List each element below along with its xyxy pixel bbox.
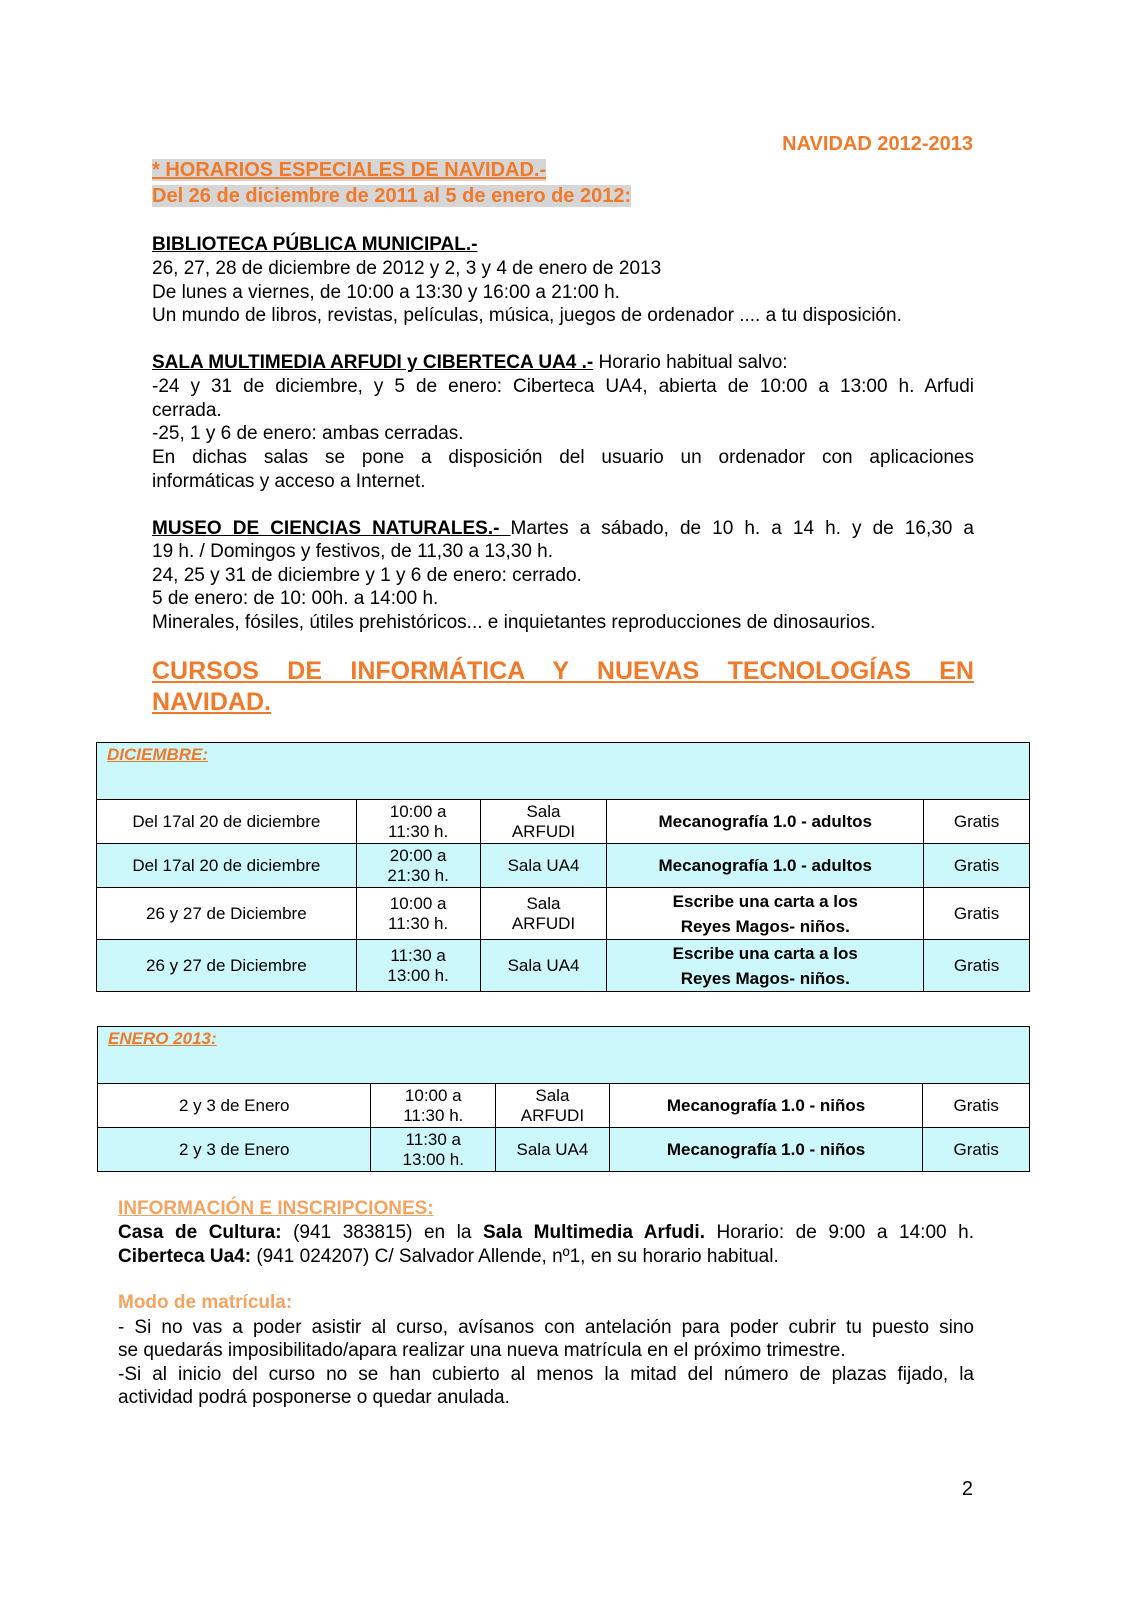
course-time xyxy=(371,1084,496,1128)
course-time-start: 10:00 a xyxy=(389,893,447,913)
special-hours-dates xyxy=(152,184,631,208)
course-room-line1: Sala xyxy=(535,1085,570,1105)
museo-line2: 19 h. / Domingos y festivos, de 11,30 a 13,30 h. xyxy=(152,541,554,562)
sala-title: SALA MULTIMEDIA ARFUDI y CIBERTECA UA4 .- xyxy=(152,352,594,373)
course-time-start: 11:30 a xyxy=(390,945,446,965)
course-name: Mecanografía 1.0 - niños xyxy=(609,1084,923,1128)
special-hours-heading-line2: Del 26 de diciembre de 2011 al 5 de enero de 2012: xyxy=(152,185,632,207)
sala-line1: -24 y 31 de diciembre, y 5 de enero: Ciberteca UA4, abierta de 10:00 a 13:00 h. Arfudi xyxy=(152,376,974,397)
sala-line2: cerrada. xyxy=(152,400,222,421)
sala-line5: informáticas y acceso a Internet. xyxy=(152,471,426,492)
table-row xyxy=(97,844,1030,888)
info-casa-text1: (941 383815) en la xyxy=(281,1222,484,1243)
museo-line3: 24, 25 y 31 de diciembre y 1 y 6 de enero: cerrado. xyxy=(152,565,582,586)
course-room-line1: Sala xyxy=(526,893,561,913)
course-time-start: 20:00 a xyxy=(389,845,447,865)
info-casa-line xyxy=(118,1221,974,1245)
course-room: Sala UA4 xyxy=(480,940,607,992)
museo-line1-suffix: Martes a sábado, de 10 h. a 14 h. y de 16,30 a xyxy=(510,518,974,539)
diciembre-caption: DICIEMBRE: xyxy=(97,743,1030,800)
course-name-line1: Escribe una carta a los xyxy=(672,891,858,911)
course-name: Mecanografía 1.0 - niños xyxy=(609,1128,923,1172)
biblioteca-line2: De lunes a viernes, de 10:00 a 13:30 y 16:00 a 21:00 h. xyxy=(152,282,620,303)
special-hours-heading-line1: * HORARIOS ESPECIALES DE NAVIDAD.- xyxy=(152,159,547,181)
course-price: Gratis xyxy=(923,1084,1030,1128)
enero-caption-row xyxy=(98,1027,1030,1084)
biblioteca-line1: 26, 27, 28 de diciembre de 2012 y 2, 3 y 4 de enero de 2013 xyxy=(152,258,662,279)
course-name-line2: Reyes Magos- niños. xyxy=(680,916,850,936)
course-time-start: 10:00 a xyxy=(389,801,447,821)
course-room-line1: Sala xyxy=(526,801,561,821)
table-row xyxy=(98,1084,1030,1128)
sala-title-suffix: Horario habitual salvo: xyxy=(593,352,788,373)
course-time-end: 21:30 h. xyxy=(387,865,449,885)
course-time xyxy=(356,940,480,992)
table-row xyxy=(97,800,1030,844)
matricula-heading: Modo de matrícula: xyxy=(118,1292,293,1313)
course-name-line2: Reyes Magos- niños. xyxy=(680,968,850,988)
museo-title: MUSEO DE CIENCIAS NATURALES.- xyxy=(152,518,511,539)
course-price: Gratis xyxy=(923,1128,1030,1172)
matricula-line2: se quedarás imposibilitado/apara realizar una nueva matrícula en el próximo trimestre. xyxy=(118,1340,846,1361)
info-casa-label: Casa de Cultura: xyxy=(118,1222,282,1243)
course-price: Gratis xyxy=(924,888,1030,940)
course-time-end: 13:00 h. xyxy=(387,965,449,985)
course-time-start: 10:00 a xyxy=(404,1085,462,1105)
course-room-line2: ARFUDI xyxy=(511,913,576,933)
diciembre-caption-row xyxy=(97,743,1030,800)
matricula-line3: -Si al inicio del curso no se han cubierto al menos la mitad del número de plazas fijado, la xyxy=(118,1364,974,1385)
page-number: 2 xyxy=(961,1478,973,1500)
matricula-line1: - Si no vas a poder asistir al curso, avísanos con antelación para poder cubrir tu puesto sino xyxy=(118,1317,974,1338)
course-price: Gratis xyxy=(924,844,1030,888)
table-row xyxy=(97,940,1030,992)
table-row xyxy=(97,888,1030,940)
sala-line3: -25, 1 y 6 de enero: ambas cerradas. xyxy=(152,423,464,444)
info-ciber-text: (941 024207) C/ Salvador Allende, nº1, en su horario habitual. xyxy=(251,1246,779,1267)
course-time-end: 11:30 h. xyxy=(388,913,449,933)
course-room xyxy=(480,888,607,940)
course-date: Del 17al 20 de diciembre xyxy=(97,800,357,844)
course-room xyxy=(480,800,607,844)
course-time xyxy=(356,844,480,888)
course-date: Del 17al 20 de diciembre xyxy=(97,844,357,888)
course-date: 26 y 27 de Diciembre xyxy=(97,888,357,940)
course-time xyxy=(356,800,480,844)
biblioteca-line3: Un mundo de libros, revistas, películas, música, juegos de ordenador .... a tu disposición. xyxy=(152,305,902,326)
info-casa-text2: Horario: de 9:00 a 14:00 h. xyxy=(704,1222,974,1243)
enero-caption: ENERO 2013: xyxy=(98,1027,1030,1084)
course-room: Sala UA4 xyxy=(496,1128,610,1172)
courses-heading-line2: NAVIDAD. xyxy=(152,688,271,716)
diciembre-table xyxy=(96,742,1030,992)
sala-title-line xyxy=(152,351,788,375)
course-date: 2 y 3 de Enero xyxy=(98,1084,371,1128)
course-date: 26 y 27 de Diciembre xyxy=(97,940,357,992)
course-time xyxy=(356,888,480,940)
course-time-end: 11:30 h. xyxy=(403,1105,464,1125)
special-hours-heading xyxy=(152,158,546,182)
course-room xyxy=(496,1084,610,1128)
sala-line4: En dichas salas se pone a disposición del usuario un ordenador con aplicaciones xyxy=(152,447,974,468)
biblioteca-title: BIBLIOTECA PÚBLICA MUNICIPAL.- xyxy=(152,234,478,255)
course-name xyxy=(607,940,924,992)
course-name: Mecanografía 1.0 - adultos xyxy=(607,844,924,888)
courses-heading-line1: CURSOS DE INFORMÁTICA Y NUEVAS TECNOLOGÍAS EN xyxy=(152,657,974,685)
table-row xyxy=(98,1128,1030,1172)
enero-table xyxy=(97,1026,1030,1172)
course-date: 2 y 3 de Enero xyxy=(98,1128,371,1172)
course-room: Sala UA4 xyxy=(480,844,607,888)
info-ciber-line xyxy=(118,1245,779,1269)
museo-line1 xyxy=(152,517,974,541)
info-heading: INFORMACIÓN E INSCRIPCIONES: xyxy=(118,1198,434,1219)
course-time-end: 13:00 h. xyxy=(402,1149,464,1169)
matricula-line4: actividad podrá posponerse o quedar anulada. xyxy=(118,1387,510,1408)
course-name: Mecanografía 1.0 - adultos xyxy=(607,800,924,844)
course-time-start: 11:30 a xyxy=(405,1129,462,1149)
museo-line4: 5 de enero: de 10: 00h. a 14:00 h. xyxy=(152,588,439,609)
course-price: Gratis xyxy=(924,800,1030,844)
course-time xyxy=(371,1128,496,1172)
info-ciber-label: Ciberteca Ua4: xyxy=(118,1246,252,1267)
course-time-end: 11:30 h. xyxy=(388,821,449,841)
museo-line5: Minerales, fósiles, útiles prehistóricos... e inquietantes reproducciones de dinosaurios. xyxy=(152,612,876,633)
course-room-line2: ARFUDI xyxy=(520,1105,585,1125)
course-name-line1: Escribe una carta a los xyxy=(672,943,858,963)
page-header-title: NAVIDAD 2012-2013 xyxy=(782,133,973,155)
info-casa-room: Sala Multimedia Arfudi. xyxy=(483,1222,705,1243)
course-price: Gratis xyxy=(924,940,1030,992)
course-name xyxy=(607,888,924,940)
course-room-line2: ARFUDI xyxy=(511,821,576,841)
